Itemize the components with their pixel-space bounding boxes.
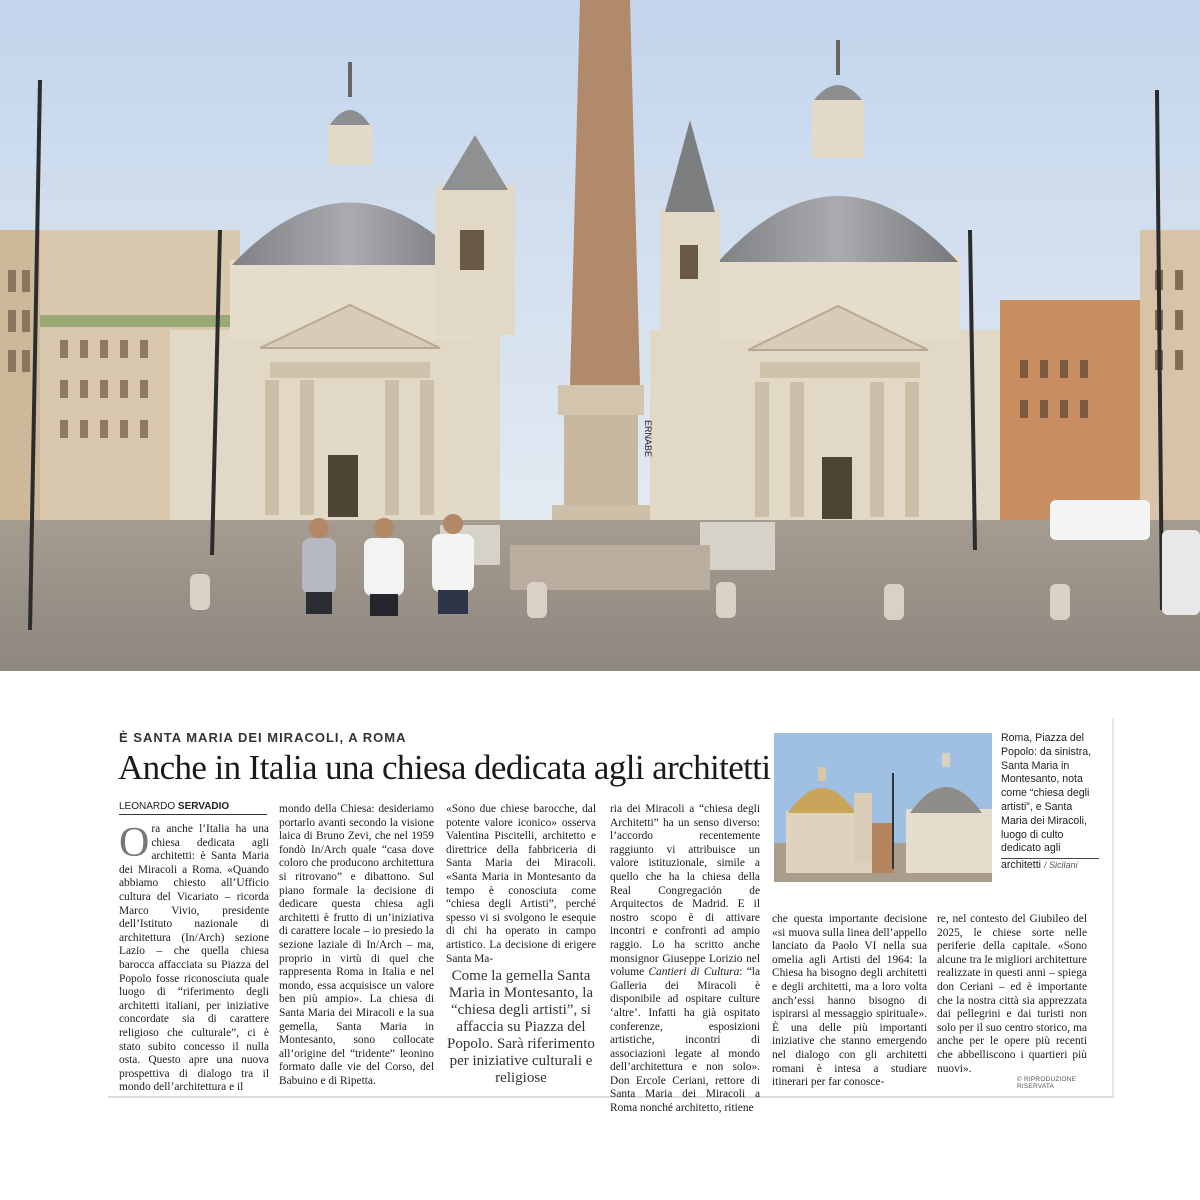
byline xyxy=(119,801,267,815)
kicker: È SANTA MARIA DEI MIRACOLI, A ROMA xyxy=(119,730,407,745)
pedestrians xyxy=(302,514,474,616)
column-2: mondo della Chiesa: desideriamo portarlo avanti secondo la visione laica di Bruno Zevi, che nel 1959 fondò In/Arch quale “casa dove coloro che producono architettura si ritrovano” e dibattono. Sul piano formale la decisione di dedicare questa chiesa agli architetti è frutto di un’iniziativa di carattere locale – io presiedo la sezione laziale di In/Arch – ma, proprio in virtù di quel che rappresenta Roma in Italia e nel mondo, essa acquisisce un valore ben più ampio». La chiesa di Santa Maria dei Miracoli e la sua gemella, Santa Maria in Montesanto, sono collocate all’origine del “tridente” leonino formato dalle vie del Corso, del Babuino e di Ripetta. xyxy=(279,803,434,1087)
byline-last-name: SERVADIO xyxy=(177,801,230,812)
photo-credit: / Sicilani xyxy=(1044,860,1078,871)
column-1-text: ra anche l’Italia ha una chiesa dedicata agli architetti: è Santa Maria dei Miracoli a Roma. «Quando abbiamo chiesto all’Ufficio cultura del Vicariato – ricorda Marco Vivio, presidente dell’Istituto nazionale di architettura (In/Arch) sezione Lazio – che quella chiesa barocca affacciata su Piazza del Popolo fosse riconosciuta quale luogo di “riferimento degli architetti italiani, per iniziative concordate sia di carattere religioso che culturale”, ci è stato subito concesso il nulla osta. Questo apre una nuova prospettiva di dialogo tra il mondo dell’architettura e il xyxy=(119,823,269,1094)
copyright-notice: © RIPRODUZIONE RISERVATA xyxy=(1017,1076,1077,1090)
article xyxy=(108,718,1114,1115)
photo-caption xyxy=(1001,732,1099,873)
pull-quote: Come la gemella Santa Maria in Montesanto, la “chiesa degli artisti”, si affaccia su Piazza del Popolo. Sarà riferimento per iniziative culturali e religiose xyxy=(447,968,595,1086)
dropcap: O xyxy=(119,820,150,866)
van xyxy=(1050,500,1150,540)
thumbnail-photo xyxy=(774,733,992,882)
column-rule xyxy=(1112,718,1114,1098)
column-5: che questa importante decisione «si muova sulla linea dell’appello lanciato da Paolo VI nella sua omelia agli Artisti del 1964: la Chiesa ha bisogno degli architetti e degli architetti, ma a loro volta anch’essi hanno bisogno di ispirarsi al messaggio spirituale». È una delle più importanti iniziative che stanno emergendo nel dialogo con gli architetti romani è intesa a studiare itinerari per far conosce- xyxy=(772,913,927,1089)
shop-sign: ERNABE xyxy=(643,420,653,458)
byline-first-name: LEONARDO xyxy=(119,801,176,812)
column-4-text-b: : “la Galleria dei Miracoli è disponibile ad ospitare culture ‘altre’. Infatti ha già ospitato conferenze, esposizioni artistiche, incontri di associazioni legate al mondo dell’architettura e non solo». Don Ercole Ceriani, rettore di Santa Maria dei Miracoli a Roma nonché architetto, ritiene xyxy=(610,966,760,1115)
pavement xyxy=(0,520,1200,671)
column-3: «Sono due chiese barocche, dal potente valore iconico» osserva Valentina Piscitelli, architetto e direttrice della fabbriceria di Santa Maria dei Miracoli. «Santa Maria in Montesanto da tempo è conosciuta come “chiesa degli Artisti”, perché spesso vi si svolgono le esequie di chi ha operato in campo artistico. La decisione di erigere Santa Ma- xyxy=(446,803,596,965)
caption-text: Roma, Piazza del Popolo: da sinistra, Santa Maria in Montesanto, nota come “chiesa degli artisti”, e Santa Maria dei Miracoli, luogo di culto dedicato agli xyxy=(1001,732,1092,855)
caption-credit-line xyxy=(1001,858,1099,873)
column-4-text-a: ria dei Miracoli a “chiesa degli Architetti” ha un senso diverso: l’accordo recentemente raggiunto vi attribuisce un valore istituzionale, simile a quello che ha la chiesa della Real Congregación de Arquitectos de Madrid. E il nostro scopo è di attivare incontri e confronti ad ampio raggio. Lo ha scritto anche monsignor Giuseppe Lorizio nel volume xyxy=(610,803,760,979)
column-4 xyxy=(610,803,760,1116)
caption-last-word: architetti xyxy=(1001,859,1042,872)
column-1 xyxy=(119,820,269,1095)
headline: Anche in Italia una chiesa dedicata agli architetti xyxy=(118,748,771,787)
book-title: Cantieri di Cultura xyxy=(648,966,740,979)
column-6: re, nel contesto del Giubileo del 2025, le chiese sorte nelle periferie della capitale. «Sono alcune tra le migliori architetture realizzate in questi anni – spiega don Ceriani – ed è importante che la nostra città sia apprezzata dai pellegrini e dai turisti non solo per il suo centro storico, ma anche per le opere più recenti che abbelliscono i quartieri più nuovi». xyxy=(937,913,1087,1075)
